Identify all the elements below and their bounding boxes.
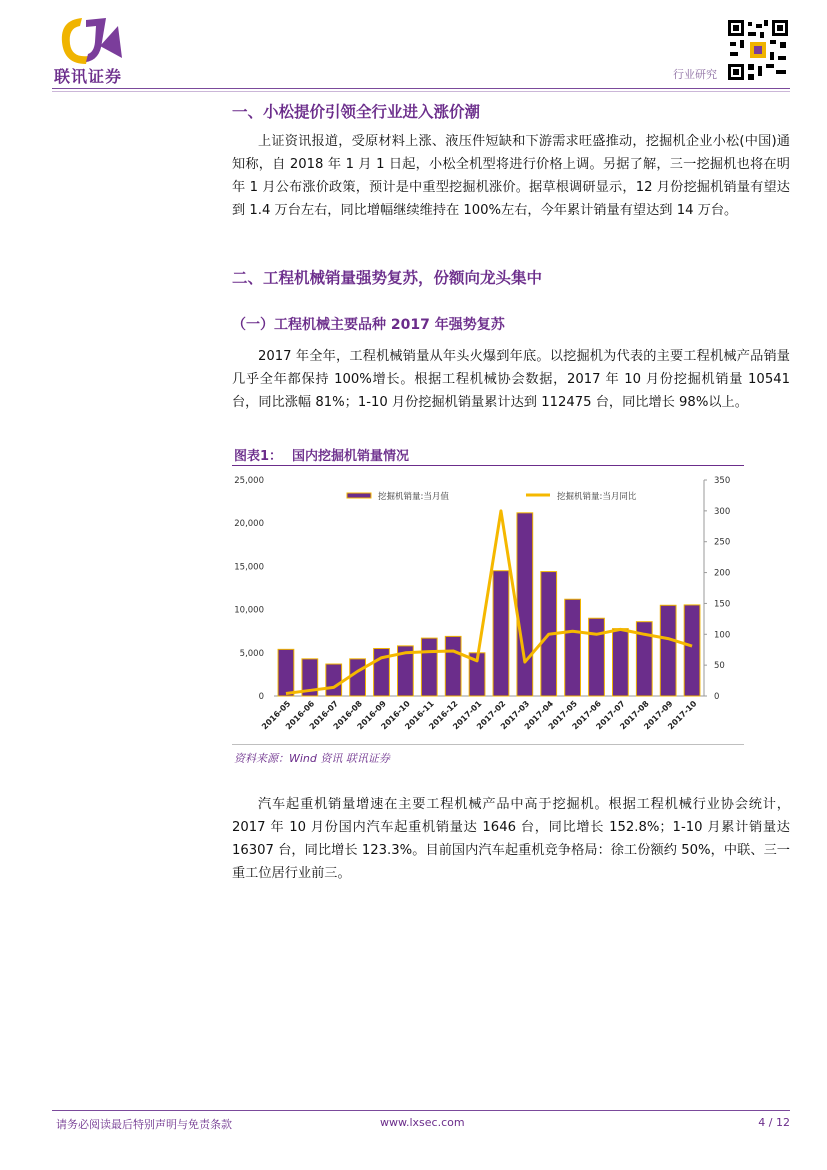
section-2-paragraph: 2017 年全年，工程机械销量从年头火爆到年底。以挖掘机为代表的主要工程机械产品销量几乎全年都保持 100%增长。根据工程机械协会数据，2017 年 10 月份挖掘机销量 10541 台，同比涨幅 81%；1-10 月份挖掘机销量累计达到 112475 台，同比增长 98%以上。 [232,349,790,410]
x-tick-label: 2017-04 [522,699,556,732]
chart-svg [232,466,744,744]
page-number: 4 / 12 [758,1116,790,1129]
left-tick-label: 20,000 [234,519,264,530]
logo-text: 联讯证券 [54,67,123,86]
right-tick-label: 350 [714,476,731,486]
bar [326,664,342,696]
footer-website: www.lxsec.com [380,1116,465,1129]
x-tick-label: 2016-11 [403,699,436,732]
excavator-sales-chart [232,466,744,745]
left-tick-label: 25,000 [234,476,264,486]
bar [684,605,700,696]
x-tick-label: 2016-07 [307,699,341,732]
bar [421,638,437,696]
right-tick-label: 50 [714,661,725,672]
footer-disclaimer: 请务必阅读最后特别声明与免责条款 [56,1118,232,1131]
bar [589,618,605,696]
figure-source: 资料来源：Wind 资讯 联讯证券 [234,752,390,765]
x-tick-label: 2016-06 [283,699,317,732]
x-tick-label: 2017-02 [475,699,508,732]
right-tick-label: 0 [714,692,720,702]
x-tick-label: 2017-09 [642,699,675,732]
header-rule-light [52,91,790,92]
section-1-title: 一、小松提价引领全行业进入涨价潮 [232,103,481,121]
figure-caption: 国内挖掘机销量情况 [292,449,410,464]
right-tick-label: 150 [714,599,731,610]
bar [660,605,676,696]
header-rule [52,88,790,89]
legend-bar-label: 挖掘机销量:当月值 [378,492,449,502]
bar [493,571,509,696]
left-tick-label: 10,000 [234,605,264,616]
left-tick-label: 0 [258,692,264,702]
right-tick-label: 300 [714,506,731,517]
section-2-title: 二、工程机械销量强势复苏，份额向龙头集中 [232,269,543,287]
bar [445,636,461,696]
bar [613,629,629,696]
x-tick-label: 2016-08 [331,699,365,732]
x-tick-label: 2016-12 [427,699,460,732]
x-tick-label: 2016-10 [379,699,412,732]
qr-code-icon [726,18,790,82]
x-tick-label: 2017-08 [618,699,651,732]
left-tick-label: 15,000 [234,562,264,573]
x-tick-label: 2017-01 [451,699,484,732]
x-tick-label: 2017-06 [570,699,603,732]
yoy-line [286,511,692,694]
bar [517,513,533,696]
figure-label: 图表1： [234,449,283,464]
right-tick-label: 250 [714,537,731,548]
section-2-1-subtitle: （一）工程机械主要品种 2017 年强势复苏 [232,317,505,333]
footer-rule [52,1110,790,1111]
x-tick-label: 2016-05 [260,699,293,732]
bar [350,659,366,696]
x-tick-label: 2017-07 [594,699,627,732]
right-tick-label: 200 [714,568,731,579]
x-tick-label: 2017-03 [498,699,532,732]
x-tick-label: 2017-05 [546,699,580,732]
x-tick-label: 2016-09 [355,699,388,732]
report-category: 行业研究 [673,68,717,81]
section-1-paragraph: 上证资讯报道，受原材料上涨、液压件短缺和下游需求旺盛推动，挖掘机企业小松(中国)通知称，自 2018 年 1 月 1 日起，小松全机型将进行价格上调。另据了解，三一挖掘机也将在明年 1 月公布涨价政策，预计是中重型挖掘机涨价。据草根调研显示，12 月份挖掘机销量有望达到 1.4 万台左右，同比增幅继续维持在 100%左右，今年累计销量有望达到 14 万台。 [232,134,790,218]
legend-line-label: 挖掘机销量:当月同比 [557,492,637,502]
bar [278,649,294,696]
bar [565,599,581,696]
section-2-paragraph-2: 汽车起重机销量增速在主要工程机械产品中高于挖掘机。根据工程机械行业协会统计，2017 年 10 月份国内汽车起重机销量达 1646 台，同比增长 152.8%；1-10 月累计销量达 16307 台，同比增长 123.3%。目前国内汽车起重机竞争格局：徐工份额约 50%，中联、三一重工位居行业前三。 [232,797,790,881]
figure-title [232,445,744,466]
right-tick-label: 100 [714,630,731,641]
left-tick-label: 5,000 [239,648,264,659]
legend-bar-swatch [347,493,371,498]
x-tick-label: 2017-10 [666,699,699,732]
